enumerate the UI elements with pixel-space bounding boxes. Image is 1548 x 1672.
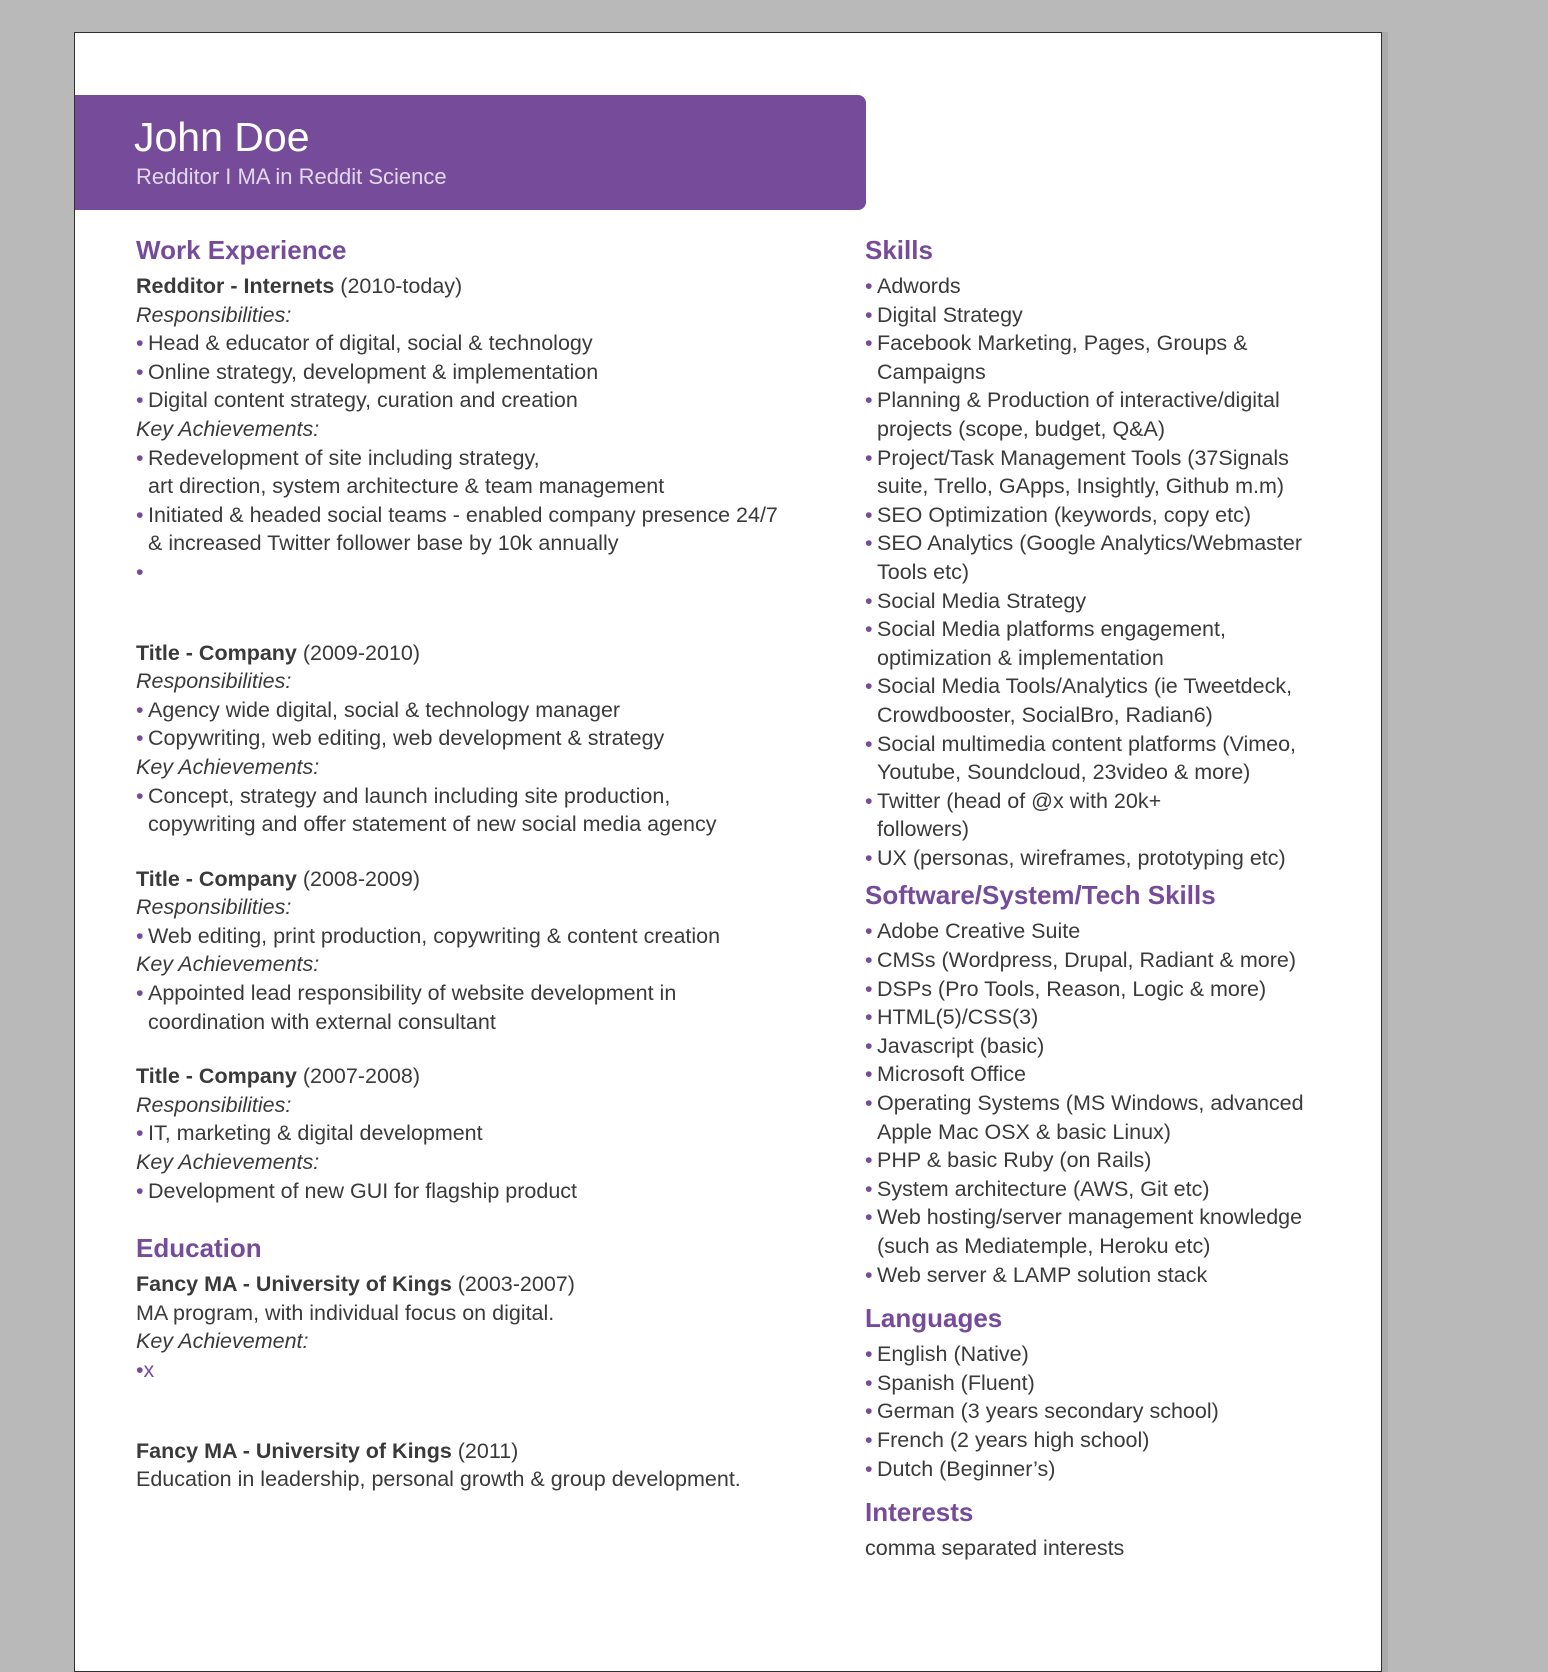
achievement-item (136, 979, 836, 1036)
list-item-text: Social multimedia content platforms (Vimeo, (877, 731, 1297, 756)
list-item-text: Youtube, Soundcloud, 23video & more) (877, 760, 1251, 785)
languages-item (865, 1369, 1345, 1398)
key-achievements-label: Key Achievements: (136, 416, 320, 441)
list-item-text: Social Media platforms engagement, (877, 617, 1226, 642)
responsibilities-label: Responsibilities: (136, 669, 292, 694)
job-title-line (136, 865, 836, 894)
bullet-dot: • (865, 302, 873, 327)
bullet-dot: • (865, 1399, 873, 1424)
responsibility-text: Agency wide digital, social & technology manager (148, 697, 621, 722)
languages-heading: Languages (865, 1303, 1003, 1334)
bullet-dot: • (136, 559, 144, 584)
bullet-dot: • (865, 388, 873, 413)
bullet-dot: • (865, 919, 873, 944)
education-title-line (136, 1437, 836, 1466)
skills-item (865, 444, 1345, 501)
education-entry (136, 1437, 836, 1494)
list-item-text: Twitter (head of @x with 20k+ (877, 788, 1162, 813)
header-banner (75, 95, 866, 210)
responsibility-item (136, 922, 836, 951)
interests-text: comma separated interests (865, 1536, 1125, 1561)
bullet-dot: • (136, 359, 144, 384)
empty-achievement-item (136, 558, 836, 587)
list-item-text: Facebook Marketing, Pages, Groups & (877, 331, 1248, 356)
list-item-text: Web hosting/server management knowledge (877, 1205, 1303, 1230)
education-desc: MA program, with individual focus on digital. (136, 1300, 555, 1325)
bullet-dot: • (136, 1178, 144, 1203)
resume-page (74, 32, 1382, 1672)
bullet-dot: • (865, 845, 873, 870)
list-item-text: English (Native) (877, 1342, 1029, 1367)
job-entry (136, 272, 836, 587)
responsibility-item (136, 329, 836, 358)
job-dates: (2008-2009) (302, 866, 420, 891)
list-item-text: suite, Trello, GApps, Insightly, Github m.m) (877, 474, 1285, 499)
job-dates: (2010-today) (340, 274, 463, 298)
bullet-dot: • (865, 1091, 873, 1116)
list-item-text: Campaigns (877, 359, 986, 384)
education-desc: Education in leadership, personal growth & group development. (136, 1467, 741, 1492)
responsibility-item (136, 386, 836, 415)
list-item-text: coordination with external consultant (148, 1009, 496, 1034)
bullet-dot: • (865, 1148, 873, 1173)
bullet-dot: • (136, 1121, 144, 1146)
list-item-text: Digital Strategy (877, 302, 1023, 327)
software-item (865, 1175, 1345, 1204)
key-achievements-label: Key Achievements: (136, 952, 320, 977)
bullet-dot: • (865, 976, 873, 1001)
bullet-dot: • (865, 1033, 873, 1058)
job-list (136, 272, 836, 1205)
software-item (865, 917, 1345, 946)
bullet-dot: • (865, 1427, 873, 1452)
software-heading: Software/System/Tech Skills (865, 880, 1216, 911)
list-item-text: DSPs (Pro Tools, Reason, Logic & more) (877, 976, 1267, 1001)
list-item-text: Social Media Strategy (877, 588, 1087, 613)
bullet-dot: • (865, 1176, 873, 1201)
bullet-dot: • (865, 588, 873, 613)
responsibility-item (136, 358, 836, 387)
job-title: Title - Company (136, 640, 297, 665)
list-item-text: Apple Mac OSX & basic Linux) (877, 1119, 1171, 1144)
bullet-dot: • (136, 783, 144, 808)
job-title-line (136, 1062, 836, 1091)
list-item-text: Adwords (877, 274, 961, 298)
languages-item (865, 1397, 1345, 1426)
list-item-text: projects (scope, budget, Q&A) (877, 416, 1166, 441)
skills-item (865, 329, 1345, 386)
software-item (865, 1060, 1345, 1089)
job-title: Title - Company (136, 866, 297, 891)
responsibility-text: Online strategy, development & implementation (148, 359, 599, 384)
languages-item (865, 1426, 1345, 1455)
achievement-item (136, 782, 836, 839)
list-item-text: SEO Optimization (keywords, copy etc) (877, 502, 1251, 527)
education-dates: (2003-2007) (457, 1272, 575, 1297)
left-column (136, 233, 836, 1494)
software-item (865, 975, 1345, 1004)
bullet-dot: • (865, 445, 873, 470)
key-achievements-label: Key Achievements: (136, 1150, 320, 1175)
bullet-dot: • (865, 1342, 873, 1367)
education-heading: Education (136, 1233, 262, 1264)
software-item (865, 1203, 1345, 1260)
bullet-dot: • (136, 726, 144, 751)
responsibility-text: Copywriting, web editing, web development & strategy (148, 726, 665, 751)
bullet-dot: • (136, 331, 144, 356)
list-item-text: copywriting and offer statement of new social media agency (148, 812, 717, 837)
responsibility-text: IT, marketing & digital development (148, 1121, 483, 1146)
list-item-text: Concept, strategy and launch including site production, (148, 783, 671, 808)
software-list (865, 917, 1345, 1289)
bullet-dot: • (865, 502, 873, 527)
job-entry (136, 639, 836, 839)
bullet-dot: • (865, 274, 873, 298)
achievement-item (136, 444, 836, 501)
bullet-dot: • (865, 617, 873, 642)
list-item-text: followers) (877, 817, 969, 842)
bullet-dot: • (136, 981, 144, 1006)
bullet-dot: • (136, 1358, 144, 1382)
list-item-text: Microsoft Office (877, 1062, 1026, 1087)
list-item-text: & increased Twitter follower base by 10k annually (148, 531, 619, 556)
bullet-dot: • (136, 445, 144, 470)
list-item-text: UX (personas, wireframes, prototyping etc) (877, 845, 1286, 870)
software-item (865, 1146, 1345, 1175)
skills-item (865, 672, 1345, 729)
list-item-text: Development of new GUI for flagship product (148, 1178, 578, 1203)
skills-item (865, 844, 1345, 873)
responsibility-item (136, 724, 836, 753)
right-column (865, 233, 1345, 1563)
bullet-dot: • (136, 388, 144, 413)
list-item-text: Spanish (Fluent) (877, 1370, 1035, 1395)
list-item-text: Tools etc) (877, 559, 970, 584)
list-item-text: optimization & implementation (877, 645, 1164, 670)
languages-item (865, 1455, 1345, 1484)
list-item-text: SEO Analytics (Google Analytics/Webmaster (877, 531, 1303, 556)
work-experience-heading: Work Experience (136, 235, 347, 265)
education-achievement-text: x (143, 1358, 155, 1382)
skills-item (865, 730, 1345, 787)
responsibility-text: Digital content strategy, curation and creation (148, 388, 578, 413)
skills-list (865, 272, 1345, 872)
name: John Doe (134, 114, 310, 160)
list-item-text: Initiated & headed social teams - enabled company presence 24/7 (148, 502, 778, 527)
skills-item (865, 501, 1345, 530)
list-item-text: Adobe Creative Suite (877, 919, 1081, 944)
bullet-dot: • (865, 1005, 873, 1030)
achievement-item (136, 501, 836, 558)
skills-item (865, 615, 1345, 672)
key-achievements-label: Key Achievements: (136, 754, 320, 779)
key-achievement-label: Key Achievement: (136, 1329, 309, 1354)
bullet-dot: • (136, 923, 144, 948)
bullet-dot: • (865, 731, 873, 756)
responsibility-item (136, 696, 836, 725)
skills-heading: Skills (865, 235, 933, 265)
bullet-dot: • (136, 502, 144, 527)
list-item-text: (such as Mediatemple, Heroku etc) (877, 1234, 1211, 1258)
bullet-dot: • (865, 1262, 873, 1287)
bullet-dot: • (865, 1456, 873, 1481)
list-item-text: CMSs (Wordpress, Drupal, Radiant & more) (877, 948, 1296, 973)
education-title: Fancy MA - University of Kings (136, 1272, 452, 1297)
job-title-line (136, 639, 836, 668)
education-achievement (136, 1356, 836, 1385)
list-item-text: art direction, system architecture & team management (148, 474, 665, 499)
bullet-dot: • (865, 674, 873, 699)
languages-item (865, 1340, 1345, 1369)
software-item (865, 1261, 1345, 1290)
education-title-line (136, 1270, 836, 1299)
list-item-text: French (2 years high school) (877, 1427, 1150, 1452)
list-item-text: Operating Systems (MS Windows, advanced (877, 1091, 1304, 1116)
responsibility-text: Web editing, print production, copywriting & content creation (148, 923, 721, 948)
bullet-dot: • (865, 1370, 873, 1395)
list-item-text: Crowdbooster, SocialBro, Radian6) (877, 702, 1213, 727)
skills-item (865, 587, 1345, 616)
languages-list (865, 1340, 1345, 1483)
software-item (865, 946, 1345, 975)
job-entry (136, 865, 836, 1037)
responsibilities-label: Responsibilities: (136, 302, 292, 327)
list-item-text: Social Media Tools/Analytics (ie Tweetdeck, (877, 674, 1293, 699)
achievement-item (136, 1177, 836, 1206)
skills-item (865, 787, 1345, 844)
subtitle: Redditor I MA in Reddit Science (136, 164, 447, 189)
list-item-text: German (3 years secondary school) (877, 1399, 1219, 1424)
job-title: Title - Company (136, 1064, 297, 1089)
skills-item (865, 272, 1345, 301)
education-entry (136, 1270, 836, 1384)
responsibility-item (136, 1119, 836, 1148)
job-dates: (2007-2008) (302, 1064, 420, 1089)
job-dates: (2009-2010) (302, 640, 420, 665)
responsibilities-label: Responsibilities: (136, 1092, 292, 1117)
responsibilities-label: Responsibilities: (136, 895, 292, 920)
bullet-dot: • (865, 531, 873, 556)
list-item-text: Redevelopment of site including strategy, (148, 445, 540, 470)
education-title: Fancy MA - University of Kings (136, 1438, 452, 1463)
interests-heading: Interests (865, 1497, 974, 1528)
job-entry (136, 1062, 836, 1205)
responsibility-text: Head & educator of digital, social & technology (148, 331, 593, 356)
job-title: Redditor - Internets (136, 274, 335, 298)
bullet-dot: • (865, 788, 873, 813)
software-item (865, 1003, 1345, 1032)
software-item (865, 1089, 1345, 1146)
list-item-text: Dutch (Beginner’s) (877, 1456, 1056, 1481)
skills-item (865, 386, 1345, 443)
list-item-text: System architecture (AWS, Git etc) (877, 1176, 1210, 1201)
education-dates: (2011) (457, 1438, 519, 1463)
software-item (865, 1032, 1345, 1061)
list-item-text: HTML(5)/CSS(3) (877, 1005, 1039, 1030)
list-item-text: Appointed lead responsibility of website development in (148, 981, 677, 1006)
list-item-text: Project/Task Management Tools (37Signals (877, 445, 1289, 470)
skills-item (865, 301, 1345, 330)
list-item-text: PHP & basic Ruby (on Rails) (877, 1148, 1152, 1173)
bullet-dot: • (865, 1062, 873, 1087)
job-title-line (136, 272, 836, 301)
list-item-text: Planning & Production of interactive/digital (877, 388, 1280, 413)
bullet-dot: • (865, 331, 873, 356)
skills-item (865, 529, 1345, 586)
bullet-dot: • (136, 697, 144, 722)
bullet-dot: • (865, 1205, 873, 1230)
bullet-dot: • (865, 948, 873, 973)
list-item-text: Javascript (basic) (877, 1033, 1045, 1058)
list-item-text: Web server & LAMP solution stack (877, 1262, 1208, 1287)
